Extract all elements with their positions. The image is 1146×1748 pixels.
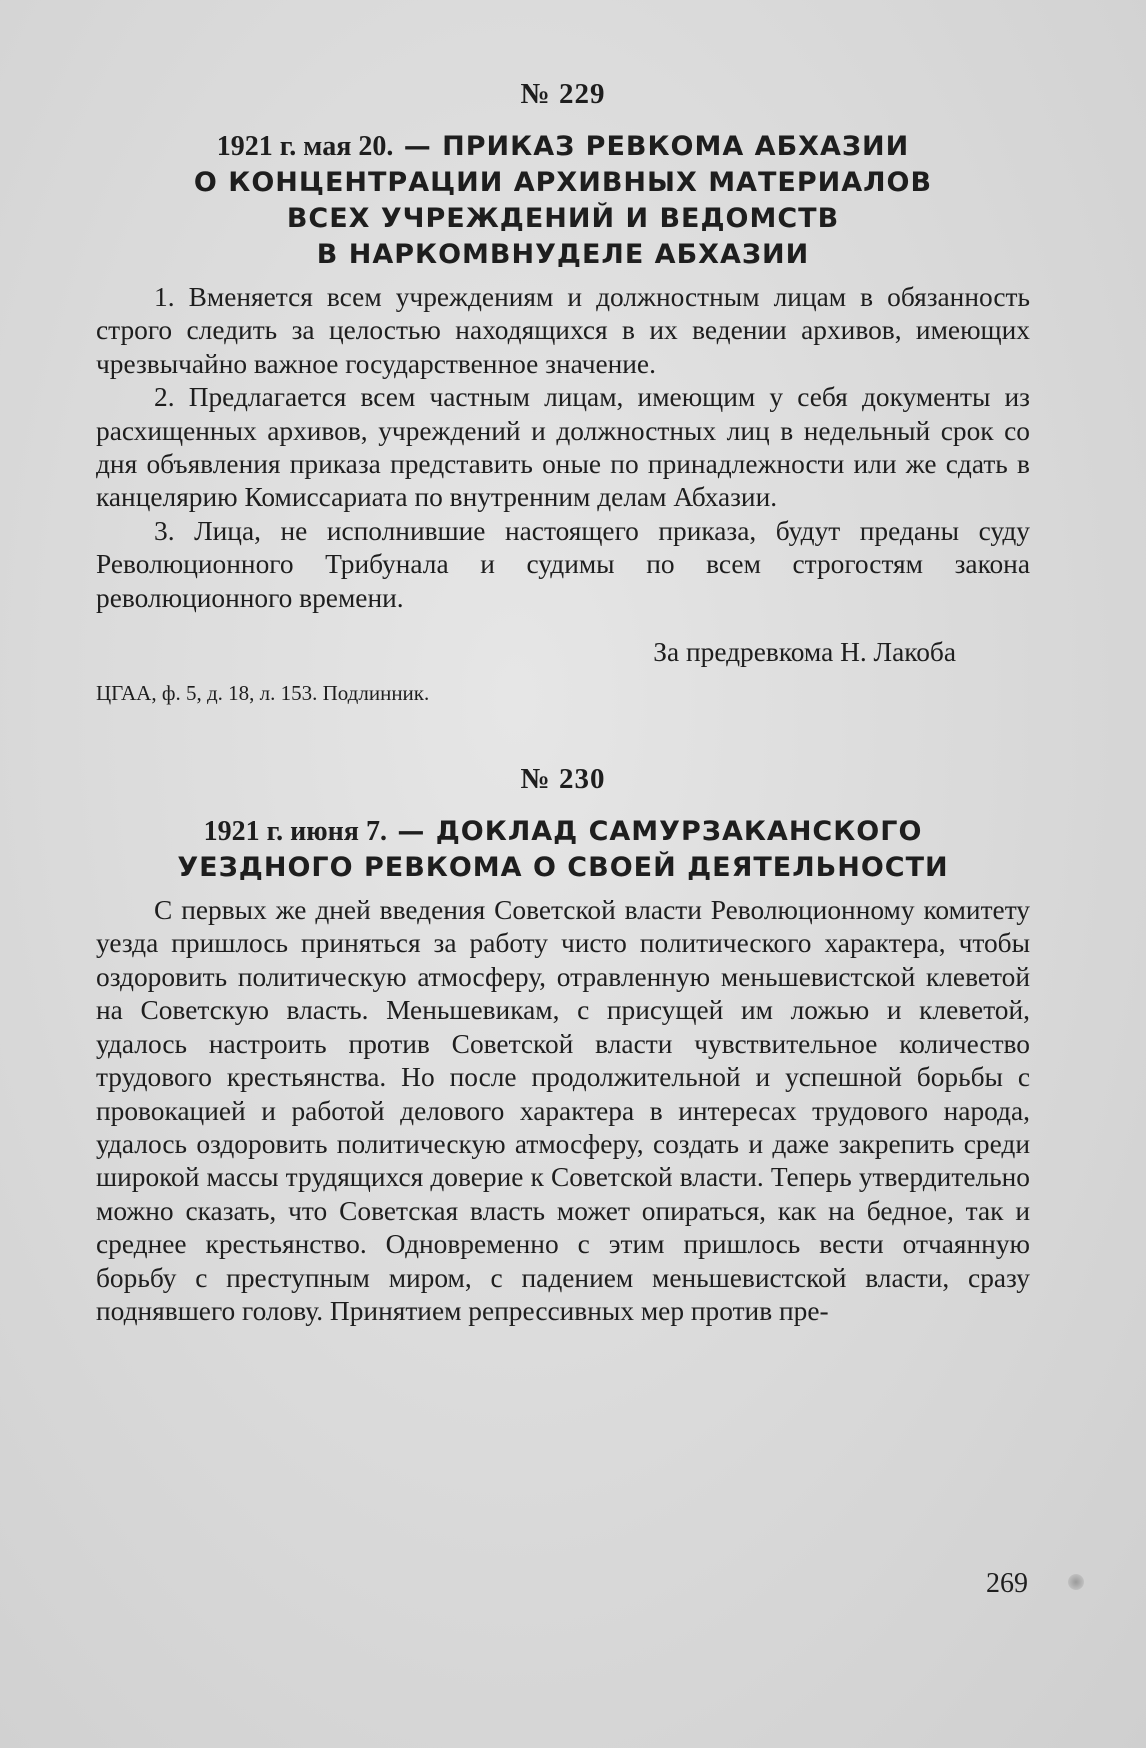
paper-stain xyxy=(1068,1574,1084,1590)
document-title xyxy=(96,129,1030,273)
title-date: 1921 г. мая 20. xyxy=(216,131,394,162)
title-line-2: УЕЗДНОГО РЕВКОМА О СВОЕЙ ДЕЯТЕЛЬНОСТИ xyxy=(177,852,949,884)
title-line-4: В НАРКОМВНУДЕЛЕ АБХАЗИИ xyxy=(316,239,810,270)
paragraph-1: 1. Вменяется всем учреждениям и должностным лицам в обязанность строго следить за целостью находящихся в их ведении архивов, имеющих чрезвычайно важное государственное значение. xyxy=(96,282,1030,379)
title-line-text: — ПРИКАЗ РЕВКОМА АБХАЗИИ xyxy=(403,131,910,162)
page-number: 269 xyxy=(986,1568,1028,1599)
paragraph-3: 3. Лица, не исполнившие настоящего приказа, будут преданы суду Революционного Трибунала и судимы по всем строгостям закона революционного времени. xyxy=(96,515,1030,613)
document-number: № 229 xyxy=(520,78,606,110)
document-title xyxy=(96,814,1030,886)
paragraph-2: 2. Предлагается всем частным лицам, имеющим у себя документы из расхищенных архивов, учреждений и должностных лиц в недельный срок со дня объявления приказа представить оные по принадлежности или же сдать в канцелярию Комиссариата по внутренним делам Абхазии. xyxy=(96,382,1030,513)
paragraph-1: С первых же дней введения Советской власти Революционному комитету уезда пришлось приняться за работу чисто политического характера, чтобы оздоровить политическую атмосферу, отравленную меньшевистской клеветой на Советскую власть. Меньшевикам, с присущей им ложью и клеветой, удалось настроить против Советской власти чувствительное количество трудового крестьянства. Но после продолжительной и успешной борьбы с провокацией и работой делового характера в интересах трудового народа, удалось оздоровить политическую атмосферу, создать и даже закрепить среди широкой массы трудящихся доверие к Советской власти. Теперь утвердительно можно сказать, что Советская власть может опираться, как на бедное, так и среднее крестьянство. Одновременно с этим пришлось вести отчаянную борьбу с преступным миром, с падением меньшевистской власти, сразу поднявшего голову. Принятием репрессивных мер против пре- xyxy=(96,895,1030,1326)
page-content xyxy=(96,78,1030,1328)
title-line-text: — ДОКЛАД САМУРЗАКАНСКОГО xyxy=(397,816,923,848)
section-gap xyxy=(96,707,1030,763)
document-229 xyxy=(96,78,1030,707)
document-230 xyxy=(96,763,1030,1328)
title-line-1 xyxy=(96,129,1030,165)
title-line-1 xyxy=(96,814,1030,850)
signature: За предревкома Н. Лакоба xyxy=(653,637,956,668)
title-date: 1921 г. июня 7. xyxy=(203,816,387,848)
document-number: № 230 xyxy=(520,763,606,796)
archive-source: ЦГАА, ф. 5, д. 18, л. 153. Подлинник. xyxy=(96,681,430,706)
title-line-2: О КОНЦЕНТРАЦИИ АРХИВНЫХ МАТЕРИАЛОВ xyxy=(193,167,933,198)
title-line-3: ВСЕХ УЧРЕЖДЕНИЙ И ВЕДОМСТВ xyxy=(286,203,840,234)
